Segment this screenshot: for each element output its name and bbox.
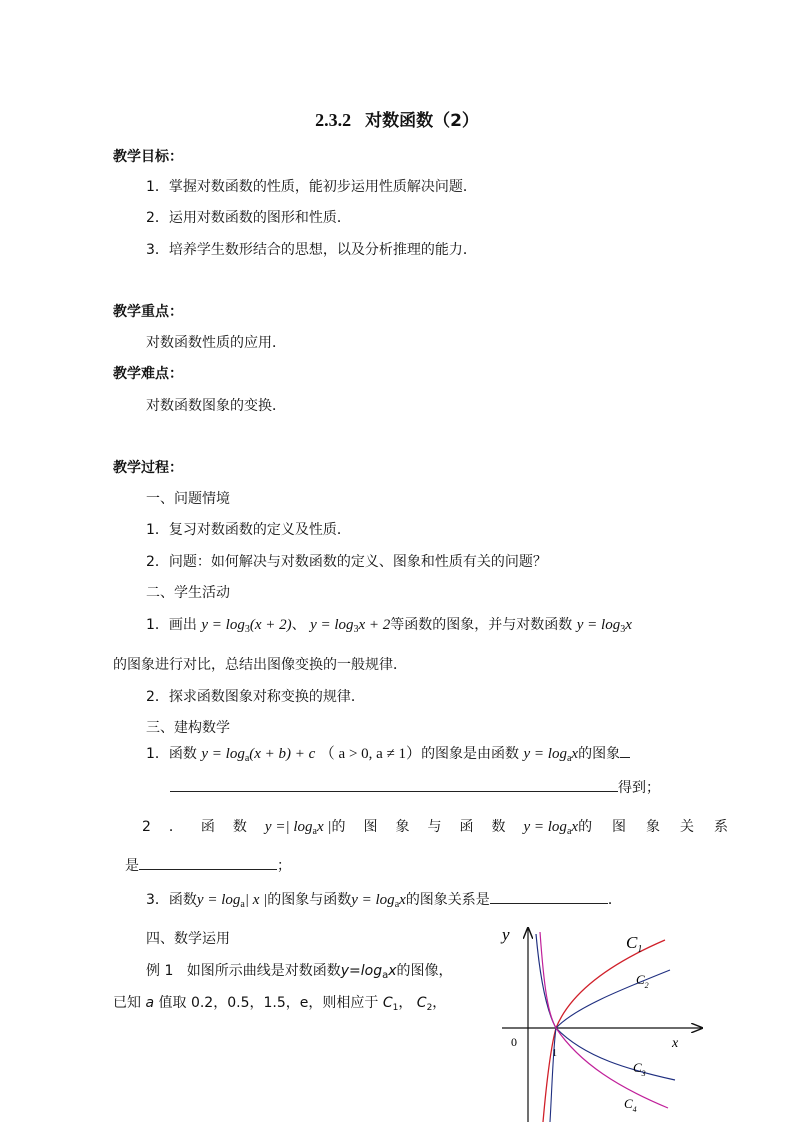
x-axis-label: x xyxy=(672,1036,679,1051)
label-c1: $C_1$ xyxy=(626,933,643,955)
formula: $y=\log_ax$ xyxy=(340,963,397,981)
section-title: 二、学生活动 xyxy=(146,585,230,601)
list-item: 1．复习对数函数的定义及性质． xyxy=(146,522,351,538)
fill-blank[interactable] xyxy=(170,791,618,792)
section-title: 四、数学运用 xyxy=(146,931,230,947)
label-c3: $C_3$ xyxy=(633,1060,646,1078)
curve-c2 xyxy=(550,970,670,1122)
title-text: 对数函数（2） xyxy=(365,111,479,131)
page-title xyxy=(0,106,794,131)
difficulty-text: 对数函数图象的变换． xyxy=(146,398,286,414)
formula: $y = \log_3(x + 2)$ xyxy=(201,617,292,635)
formula: $y = \log_3x + 2$ xyxy=(310,617,391,635)
example-line-2: 已知 a 值取 0.2，0.5，1.5，e，则相应于 $C_1$， $C_2$， xyxy=(113,995,447,1013)
activity-item-1: 1．画出 $y = \log_3(x + 2)$、 $y = \log_3x + 2$等函数的图象，并与对数函数 $y = \log_3x$ xyxy=(146,617,632,635)
condition: （ a > 0, a ≠ 1） xyxy=(319,746,422,762)
objective-item: 2．运用对数函数的图形和性质． xyxy=(146,210,351,226)
formula: $y = \log_ax$ xyxy=(523,819,579,837)
section-title: 一、问题情境 xyxy=(146,491,230,507)
formula: y =| $\log_ax$ | xyxy=(264,819,332,837)
formula: $y = \log_a(x + b) + c$ xyxy=(201,746,316,764)
difficulty-heading: 教学难点： xyxy=(113,366,183,382)
construct-item-1-cont: 得到； xyxy=(170,777,660,797)
origin-label: 0 xyxy=(511,1035,517,1049)
log-curves-figure xyxy=(490,918,710,1123)
list-item: 2．问题：如何解决与对数函数的定义、图象和性质有关的问题？ xyxy=(146,554,547,570)
objectives-heading: 教学目标： xyxy=(113,149,183,165)
section-title: 三、建构数学 xyxy=(146,720,230,736)
key-point-heading: 教学重点： xyxy=(113,304,183,320)
curve-c1 xyxy=(543,940,665,1122)
objective-item: 1．掌握对数函数的性质，能初步运用性质解决问题． xyxy=(146,179,477,195)
list-item: 2．探求函数图象对称变换的规律． xyxy=(146,689,365,705)
label-c4: $C_4$ xyxy=(624,1096,637,1114)
example-line-1: 例 1 如图所示曲线是对数函数$y=\log_ax$的图像， xyxy=(146,963,453,981)
formula: $y = \log_a|$ x | xyxy=(196,892,268,910)
one-label: 1 xyxy=(552,1048,557,1059)
activity-item-1-cont: 的图象进行对比，总结出图像变换的一般规律． xyxy=(113,657,407,673)
section-number: 2.3.2 xyxy=(315,110,352,130)
construct-item-1: 1．函数 $y = \log_a(x + b) + c$ （ a > 0, a ≠ 1）的图象是由函数 $y = \log_ax$的图象 xyxy=(146,742,630,764)
fill-blank[interactable] xyxy=(139,869,277,870)
fill-blank[interactable] xyxy=(620,757,630,758)
construct-item-2-cont: 是 ； xyxy=(125,858,291,874)
objective-item: 3．培养学生数形结合的思想，以及分析推理的能力． xyxy=(146,242,477,258)
construct-item-2: 2．函数 y =| $\log_ax$ | 的图象与函数 $y = \log_ax$ 的图象关系 xyxy=(142,819,749,837)
construct-item-3: 3．函数$y = \log_a|$ x |的图象与函数$y = \log_ax$的图象关系是 ． xyxy=(146,892,622,910)
process-heading: 教学过程： xyxy=(113,460,183,476)
formula: $y = \log_3x$ xyxy=(576,617,632,635)
key-point-text: 对数函数性质的应用． xyxy=(146,335,286,351)
formula: $y = \log_ax$ xyxy=(351,892,406,910)
formula: $y = \log_ax$ xyxy=(523,746,579,764)
label-c2: $C_2$ xyxy=(636,972,649,990)
fill-blank[interactable] xyxy=(490,903,608,904)
y-axis-label: y xyxy=(502,925,510,944)
